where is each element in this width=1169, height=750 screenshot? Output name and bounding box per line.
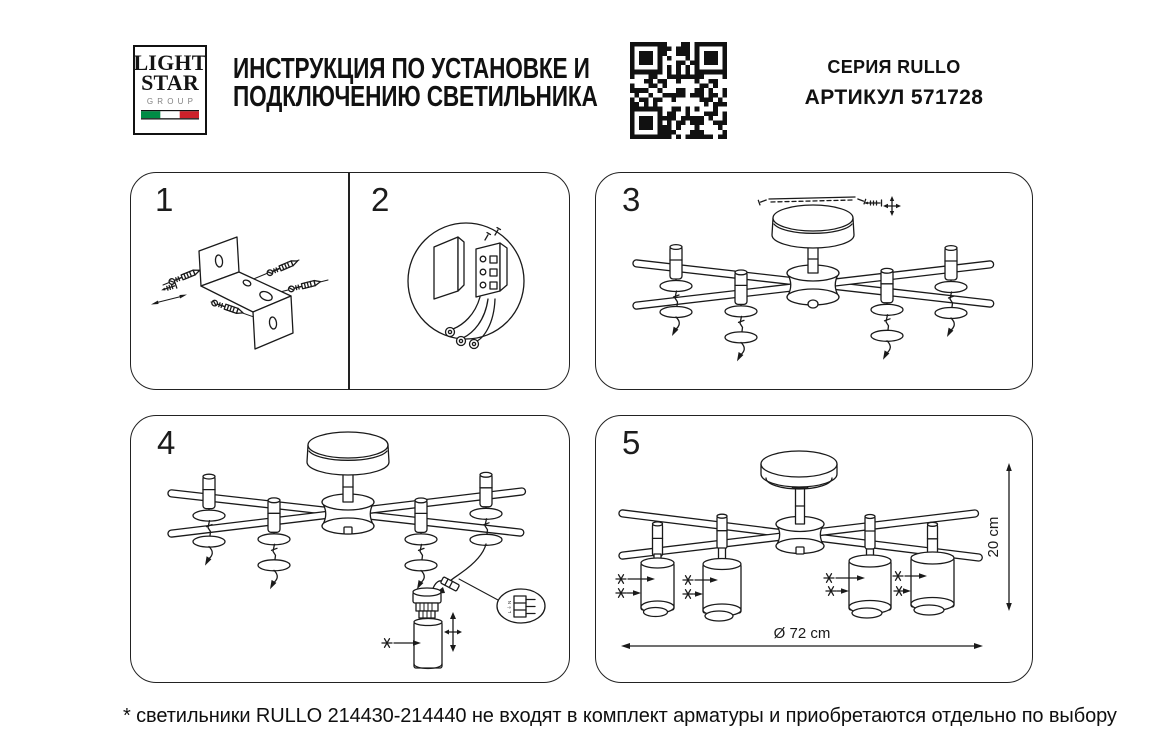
- terminal-block-detail: [497, 589, 545, 623]
- step-3-panel: [595, 172, 1033, 390]
- wall-anchor-icon: [168, 268, 201, 285]
- lamp-holder: [258, 498, 290, 589]
- screw-icon: [151, 283, 187, 305]
- logo-word-star: STAR: [141, 70, 199, 96]
- lamp-shade: [911, 552, 954, 615]
- screw-icon: [864, 196, 902, 216]
- wiring-detail-circle: [408, 223, 524, 349]
- connection-wire: [432, 544, 498, 600]
- brand-logo: [133, 45, 207, 135]
- lamp-socket: [413, 588, 441, 618]
- canopy: [772, 205, 854, 248]
- ceiling-mount-bar: [758, 197, 865, 205]
- lamp-holder: [660, 245, 692, 336]
- lamp-shade: [849, 549, 891, 618]
- step-2-number: 2: [371, 181, 390, 218]
- height-dimension-label: 20 cm: [985, 516, 1002, 558]
- page-title-line1: ИНСТРУКЦИЯ ПО УСТАНОВКЕ И: [233, 53, 590, 85]
- not-included-marker: [382, 639, 392, 648]
- page-title: [233, 55, 598, 111]
- canopy: [307, 432, 389, 475]
- step-1-2-panel: [130, 172, 570, 390]
- lamp-holder: [871, 268, 903, 359]
- height-dimension: [985, 463, 1012, 611]
- step-4-diagram-lamp-installation: [131, 416, 571, 684]
- terminal-symbols: L ⏚ N: [507, 600, 512, 614]
- page-title-line2: ПОДКЛЮЧЕНИЮ СВЕТИЛЬНИКА: [233, 81, 598, 113]
- lamp-holder: [725, 270, 757, 361]
- qr-code: [630, 42, 727, 139]
- logo-word-group: GROUP: [146, 96, 198, 106]
- lamp-holder: [405, 498, 437, 589]
- wall-anchor-icon: [288, 279, 321, 292]
- lamp-holder: [935, 246, 967, 337]
- step-3-number: 3: [622, 181, 641, 218]
- lamp-holder: [470, 472, 502, 545]
- diameter-dimension-label: Ø 72 cm: [773, 625, 831, 642]
- step-5-panel: [595, 415, 1033, 683]
- step-4-panel: [130, 415, 570, 683]
- canopy: [761, 451, 837, 489]
- mounting-bracket-drawing: [163, 237, 328, 349]
- diameter-dimension: [621, 625, 983, 649]
- shade-clamp: [653, 522, 663, 557]
- lamp-holder: [193, 474, 225, 565]
- step-1-diagram-mounting-bracket: [131, 173, 349, 391]
- shade-clamp: [717, 514, 727, 549]
- series-label: СЕРИЯ RULLO: [827, 57, 961, 77]
- shade-clamp: [865, 515, 875, 550]
- lamp-shade: [641, 554, 674, 617]
- lamp-shade: [703, 548, 741, 621]
- step-3-diagram-fixture-assembly: [596, 173, 1034, 391]
- step-2-diagram-wiring: [349, 173, 571, 391]
- italian-flag-icon: [141, 110, 199, 120]
- article-label: АРТИКУЛ 571728: [804, 86, 984, 109]
- move-direction-icon: [444, 612, 462, 652]
- product-info: [763, 57, 1025, 110]
- footnote: * светильники RULLO 214430-214440 не входят в комплект арматуры и приобретаются отдельно по выбору: [123, 705, 1117, 727]
- wall-anchor-icon: [266, 258, 298, 276]
- step-5-number: 5: [622, 424, 641, 461]
- step-1-number: 1: [155, 181, 174, 218]
- step-5-diagram-finished-fixture: [596, 416, 1034, 684]
- logo-word-light: LIGHT: [133, 50, 207, 75]
- step-4-number: 4: [157, 424, 176, 461]
